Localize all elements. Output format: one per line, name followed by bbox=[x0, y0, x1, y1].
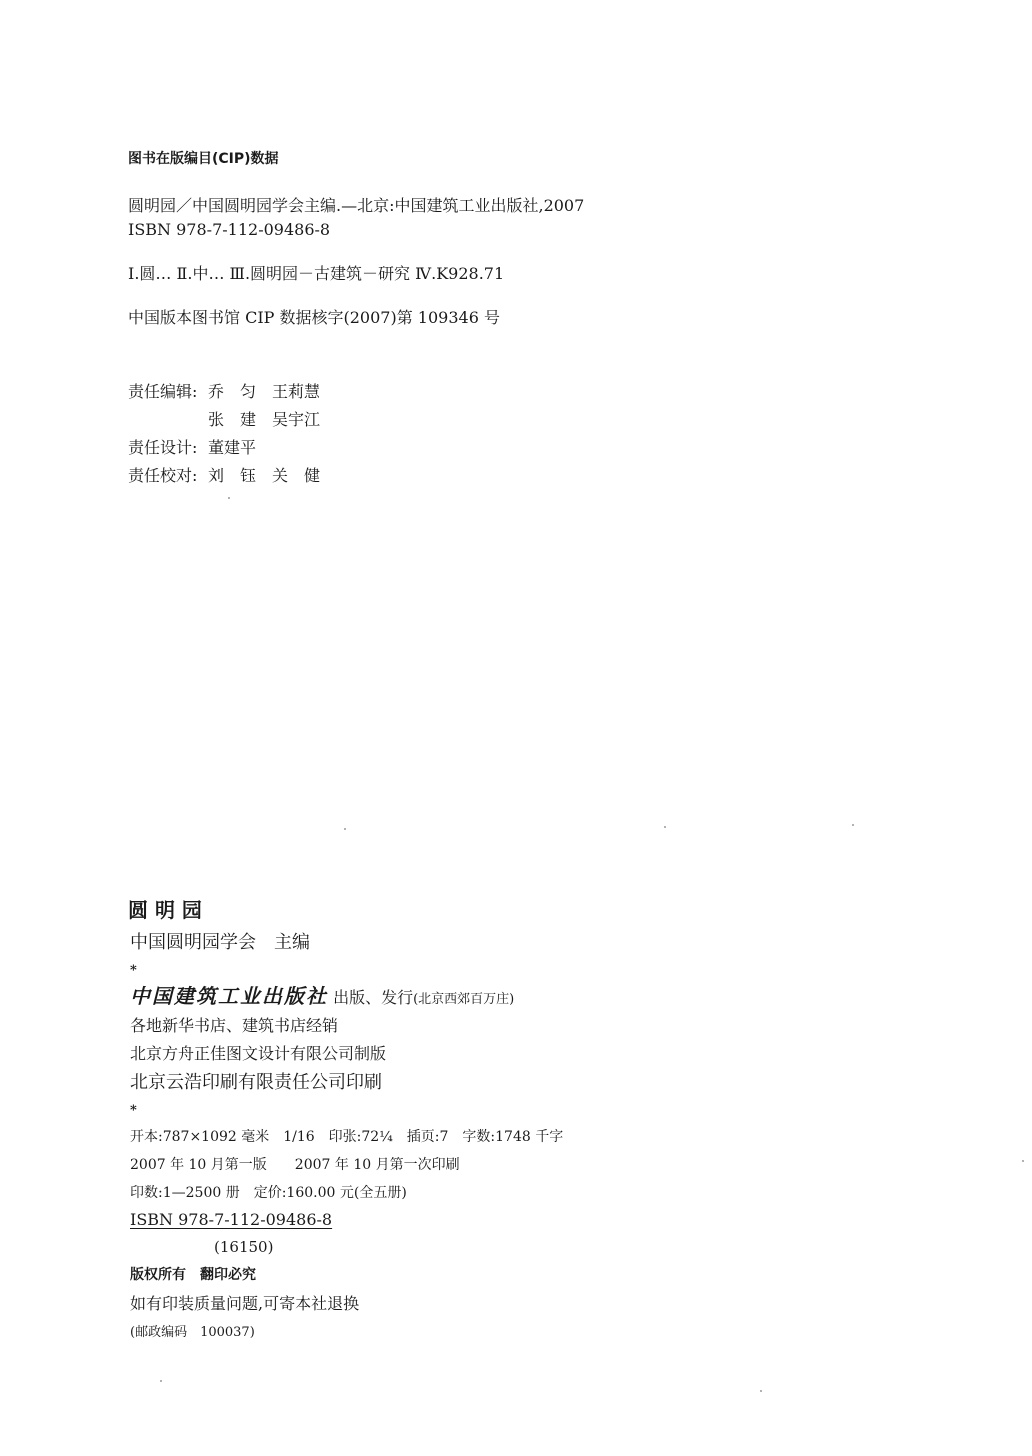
publisher-suffix: 出版、发行 bbox=[333, 988, 414, 1007]
colophon-specs: 开本:787×1092 毫米 1/16 印张:72¼ 插页:7 字数:1748 千字 bbox=[130, 1129, 564, 1145]
scan-speck bbox=[160, 1380, 162, 1382]
credits-proof-name: 刘 钰 关 健 bbox=[208, 466, 321, 485]
colophon-distribution: 各地新华书店、建筑书店经销 bbox=[130, 1016, 339, 1035]
scan-speck bbox=[760, 1390, 762, 1392]
cip-library-record: 中国版本图书馆 CIP 数据核字(2007)第 109346 号 bbox=[128, 308, 500, 327]
colophon-separator-star-2: * bbox=[130, 1103, 137, 1118]
colophon-publisher-line bbox=[130, 986, 514, 1006]
colophon-returns: 如有印装质量问题,可寄本社退换 bbox=[130, 1294, 360, 1313]
publisher-address: (北京西郊百万庄) bbox=[413, 992, 515, 1007]
scan-speck bbox=[344, 828, 346, 830]
colophon-edition: 2007 年 10 月第一版 2007 年 10 月第一次印刷 bbox=[130, 1157, 460, 1173]
cip-line-isbn: ISBN 978-7-112-09486-8 bbox=[128, 220, 331, 239]
colophon-book-code: (16150) bbox=[214, 1238, 274, 1256]
scan-speck bbox=[228, 497, 230, 499]
scan-speck bbox=[664, 826, 666, 828]
credits-editors-label: 责任编辑: bbox=[128, 382, 198, 401]
credits-design-name: 董建平 bbox=[208, 438, 257, 457]
publisher-logotype: 中国建筑工业出版社 bbox=[130, 984, 328, 1008]
cip-line-title: 圆明园／中国圆明园学会主编.—北京:中国建筑工业出版社,2007 bbox=[128, 196, 585, 215]
colophon-printing: 北京云浩印刷有限责任公司印刷 bbox=[130, 1072, 382, 1093]
credits-proof-label: 责任校对: bbox=[128, 466, 198, 485]
scan-speck bbox=[852, 824, 854, 826]
colophon-print-run-price: 印数:1—2500 册 定价:160.00 元(全五册) bbox=[130, 1185, 407, 1201]
colophon-typesetting: 北京方舟正佳图文设计有限公司制版 bbox=[130, 1044, 387, 1063]
credits-editors-row2: 张 建 吴宇江 bbox=[208, 410, 321, 429]
cip-classification: Ⅰ.圆… Ⅱ.中… Ⅲ.圆明园－古建筑－研究 Ⅳ.K928.71 bbox=[128, 264, 505, 283]
credits-design-label: 责任设计: bbox=[128, 438, 198, 457]
cip-heading: 图书在版编目(CIP)数据 bbox=[128, 151, 279, 167]
colophon-rights: 版权所有 翻印必究 bbox=[130, 1267, 256, 1283]
scan-speck bbox=[1022, 1160, 1024, 1162]
colophon-title: 圆 明 园 bbox=[128, 898, 202, 922]
credits-editors-row1: 乔 匀 王莉慧 bbox=[208, 382, 321, 401]
colophon-editor: 中国圆明园学会 主编 bbox=[130, 932, 310, 953]
colophon-separator-star: * bbox=[130, 963, 137, 978]
colophon-postcode: (邮政编码 100037) bbox=[130, 1325, 255, 1340]
colophon-isbn: ISBN 978-7-112-09486-8 bbox=[130, 1210, 333, 1229]
